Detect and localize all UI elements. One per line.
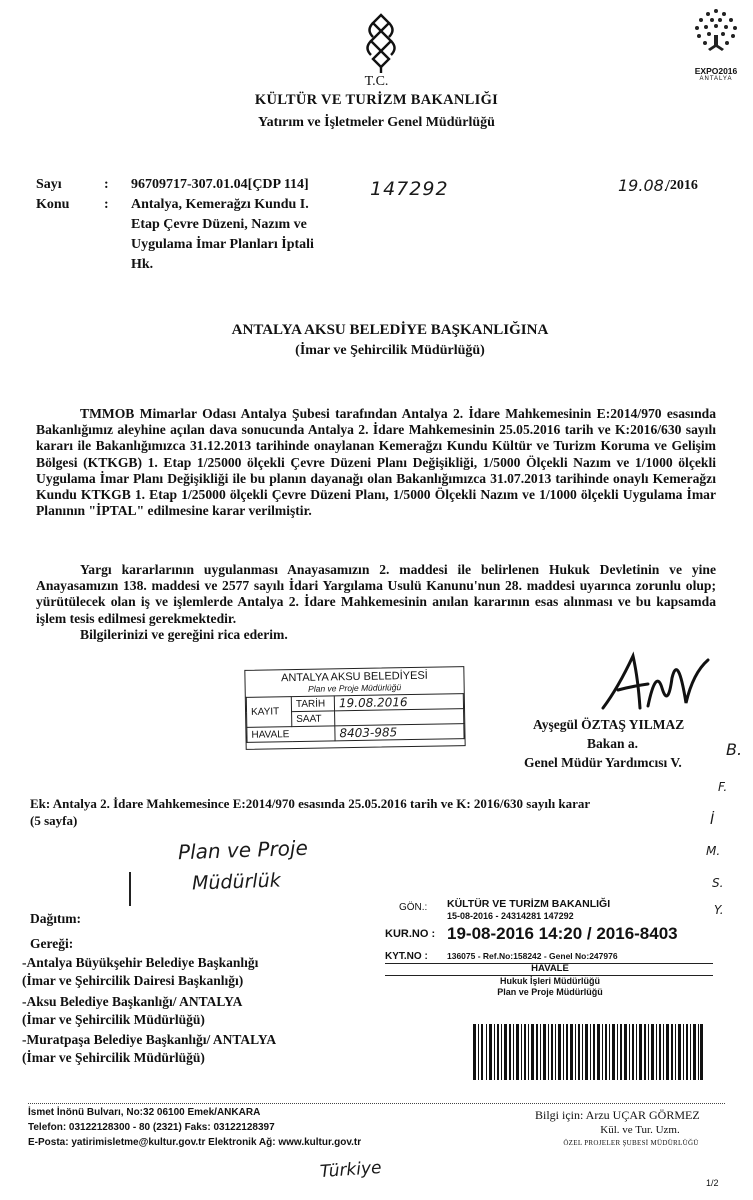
sayi-handwritten-number: 147292 xyxy=(370,178,449,200)
sayi-value: 96709717-307.01.04[ÇDP 114] xyxy=(131,177,309,192)
distribution-item: (İmar ve Şehircilik Dairesi Başkanlığı) xyxy=(22,973,244,988)
footer-phone: Telefon: 03122128300 - 80 (2321) Faks: 03122128397 xyxy=(28,1122,275,1133)
footer-info: Bilgi için: Arzu UÇAR GÖRMEZ xyxy=(535,1108,700,1122)
date-year: /2016 xyxy=(666,178,698,193)
distribution-item: -Antalya Büyükşehir Belediye Başkanlığı xyxy=(22,955,259,970)
konu-colon: : xyxy=(104,197,109,212)
footer-info-dept: ÖZEL PROJELER ŞUBESİ MÜDÜRLÜĞÜ xyxy=(563,1139,699,1147)
stamp-kyt-value: 136075 - Ref.No:158242 - Genel No:247976 xyxy=(447,951,618,961)
attachment-line: Ek: Antalya 2. İdare Mahkemesince E:2014/970 esasında 25.05.2016 tarih ve K: 2016/630 sayılı karar xyxy=(30,796,591,811)
expo-2016-logo xyxy=(686,5,746,65)
margin-note-item: İ xyxy=(710,812,715,828)
date-handwritten: 19.08. xyxy=(618,176,669,195)
stamp-tarih-value: 19.08.2016 xyxy=(334,694,463,711)
expo-logo-text: EXPO2016 xyxy=(694,66,738,76)
konu-line: Antalya, Kemerağzı Kundu I. xyxy=(131,197,309,212)
distribution-item: (İmar ve Şehircilik Müdürlüğü) xyxy=(22,1012,205,1027)
page-number: 1/2 xyxy=(706,1178,719,1188)
distribution-item: -Aksu Belediye Başkanlığı/ ANTALYA xyxy=(22,994,243,1009)
sayi-label: Sayı xyxy=(36,177,62,192)
distribution-item: -Muratpaşa Belediye Başkanlığı/ ANTALYA xyxy=(22,1032,277,1047)
turkiye-logo: Türkiye xyxy=(319,1157,383,1183)
handwritten-vertical-stroke xyxy=(129,872,131,906)
distribution-gereği-label: Gereği: xyxy=(30,936,74,951)
body-paragraph-3: Bilgilerinizi ve gereğini rica ederim. xyxy=(80,627,288,642)
stamp-kayit: KAYIT xyxy=(246,697,292,728)
konu-label: Konu xyxy=(36,197,70,212)
stamp-tarih: TARİH xyxy=(291,696,334,712)
directorate-name: Yatırım ve İşletmeler Genel Müdürlüğü xyxy=(258,115,495,130)
body-paragraph-2: Yargı kararlarının uygulanması Anayasamızın 2. maddesi ile belirlenen Hukuk Devletinin ve yine Anayasamızın 138. maddesi ve 2577 sayılı İdari Yargılama Usulü Kanunu'nun 28. maddesi uyarınca zorunlu olup; yürütülecek olan iş ve işlemlerde Antalya 2. İdare Mahkemesinin anılan kararının esas alınması ve bu kapsamda işlem tesis edilmesi gerekmektedir. xyxy=(36,562,716,626)
stamp-dept-1: Hukuk İşleri Müdürlüğü xyxy=(499,976,600,986)
signatory-title-1: Bakan a. xyxy=(587,736,639,751)
tc-label: T.C. xyxy=(364,74,389,89)
body-paragraph-1: TMMOB Mimarlar Odası Antalya Şubesi tarafından Antalya 2. İdare Mahkemesinin E:2014/970 esasında Bakanlığımız aleyhine açılan dava sonucunda Antalya 2. İdare Mahkemesinin 25.05.2016 tarih ve K:2016/630 sayılı kararı ile Bakanlığımızca 31.12.2013 tarihinde onaylanan Kemerağzı Kundu Kültür ve Turizm Koruma ve Gelişim Bölgesi (KTKGB) 1. Etap 1/25000 ölçekli Çevre Düzeni Planı Değişikliği, 1/5000 Ölçekli Nazım ve 1/1000 ölçekli Uygulama İmar Planı Değişikliği ile bu planın dayanağı olan Bakanlığımızca 31.07.2013 tarihinde onaylı Kemerağzı Kundu KTKGB 1. Etap 1/25000 ölçekli Çevre Düzeni Planı, 1/5000 Ölçekli Nazım ve 1/1000 ölçekli Uygulama İmar Planının "İPTAL" edilmesine karar verilmiştir. xyxy=(36,406,716,519)
margin-note-item: S. xyxy=(712,876,724,890)
konu-line: Hk. xyxy=(131,257,154,272)
stamp-havale: HAVALE xyxy=(531,963,569,974)
stamp-saat: SAAT xyxy=(292,711,335,727)
handwritten-directive-line2: Müdürlük xyxy=(191,869,282,895)
ministry-name: KÜLTÜR VE TURİZM BAKANLIĞI xyxy=(254,92,499,108)
konu-line: Uygulama İmar Planları İptali xyxy=(131,237,314,252)
footer-email: E-Posta: yatirimisletme@kultur.gov.tr Elektronik Ağ: www.kultur.gov.tr xyxy=(28,1137,362,1148)
barcode xyxy=(473,1024,703,1080)
stamp-kur-label: KUR.NO : xyxy=(385,928,436,940)
margin-note-item: M. xyxy=(706,844,721,858)
signatory-name: Ayşegül ÖZTAŞ YILMAZ xyxy=(533,717,685,732)
stamp-kur-value: 19-08-2016 14:20 / 2016-8403 xyxy=(447,924,678,943)
footer-divider xyxy=(28,1103,725,1104)
attachment-pages: (5 sayfa) xyxy=(30,813,78,828)
footer-address: İsmet İnönü Bulvarı, No:32 06100 Emek/ANKARA xyxy=(28,1107,261,1118)
ministry-registry-stamp xyxy=(385,896,715,1086)
stamp-gon-sub: 15-08-2016 - 24314281 147292 xyxy=(447,911,574,921)
handwritten-signature xyxy=(598,648,718,718)
stamp-gon-value: KÜLTÜR VE TURİZM BAKANLIĞI xyxy=(447,898,611,910)
stamp-havale-value: 8403-985 xyxy=(335,724,464,741)
distribution-item: (İmar ve Şehircilik Müdürlüğü) xyxy=(22,1050,205,1065)
municipality-registry-stamp xyxy=(244,666,465,750)
addressee-line1: ANTALYA AKSU BELEDİYE BAŞKANLIĞINA xyxy=(231,322,549,338)
stamp-kyt-label: KYT.NO : xyxy=(385,951,428,962)
stamp-title: ANTALYA AKSU BELEDİYESİ xyxy=(280,669,428,685)
sayi-colon: : xyxy=(104,177,109,192)
margin-note-item: B. xyxy=(726,740,743,759)
signatory-title-2: Genel Müdür Yardımcısı V. xyxy=(524,755,682,770)
stamp-subtitle: Plan ve Proje Müdürlüğü xyxy=(308,682,402,694)
stamp-havale: HAVALE xyxy=(247,726,335,743)
distribution-label: Dağıtım: xyxy=(30,911,81,926)
ministry-knot-emblem-icon xyxy=(363,12,399,74)
stamp-dept-2: Plan ve Proje Müdürlüğü xyxy=(497,987,603,997)
handwritten-directive-line1: Plan ve Proje xyxy=(177,835,309,865)
footer-info-title: Kül. ve Tur. Uzm. xyxy=(600,1124,680,1136)
addressee-line2: (İmar ve Şehircilik Müdürlüğü) xyxy=(295,343,485,358)
margin-note-item: F. xyxy=(718,780,728,794)
konu-line: Etap Çevre Düzeni, Nazım ve xyxy=(131,217,307,232)
stamp-gon-label: GÖN.: xyxy=(399,902,428,913)
margin-note-item: Y. xyxy=(714,903,724,917)
expo-logo-subtext: ANTALYA xyxy=(699,76,733,82)
